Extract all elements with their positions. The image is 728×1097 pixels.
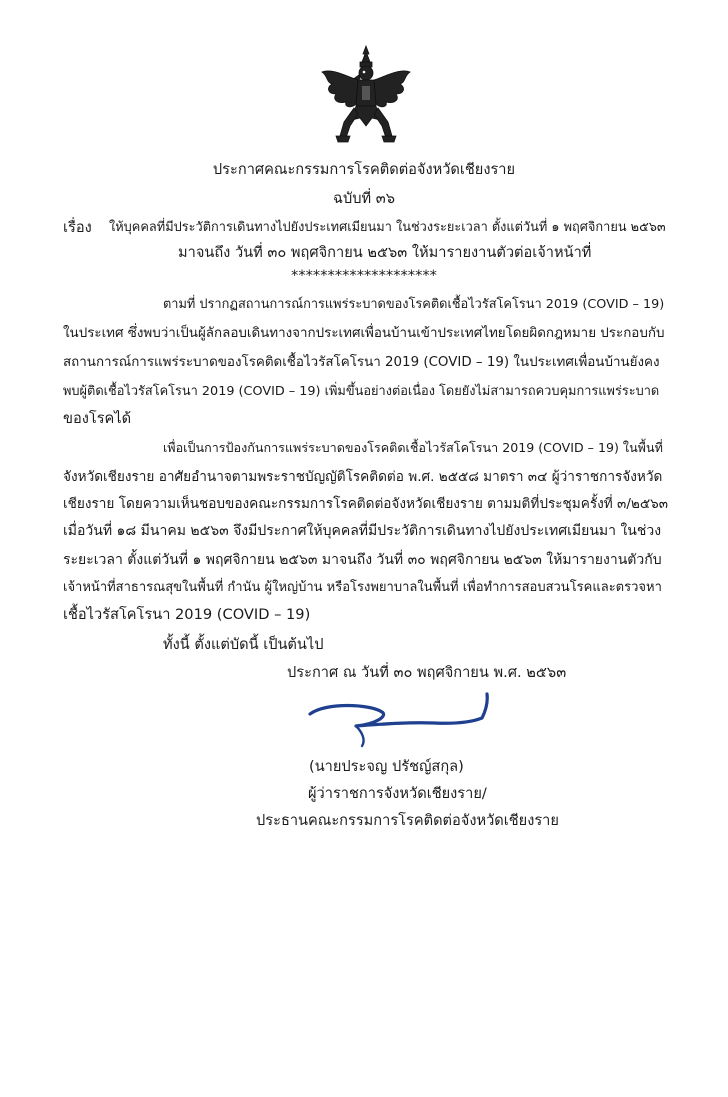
para2-line: ระยะเวลา ตั้งแต่วันที่ ๑ พฤศจิกายน ๒๕๖๓ มาจนถึง วันที่ ๓๐ พฤศจิกายน ๒๕๖๓ ให้มารายงานตัวกับ	[63, 552, 662, 568]
effective-date-text: ทั้งนี้ ตั้งแต่บัดนี้ เป็นต้นไป	[163, 636, 324, 653]
para2-line: เชื้อไวรัสโคโรนา 2019 (COVID – 19)	[63, 606, 311, 623]
signatory-name: (นายประจญ ปรัชญ์สกุล)	[309, 758, 464, 775]
para2-line: เจ้าหน้าที่สาธารณสุขในพื้นที่ กำนัน ผู้ใหญ่บ้าน หรือโรงพยาบาลในพื้นที่ เพื่อทำการสอบสวนโรคและตรวจหา	[63, 580, 662, 595]
para1-line: สถานการณ์การแพร่ระบาดของโรคติดเชื้อไวรัสโคโรนา 2019 (COVID – 19) ในประเทศเพื่อนบ้านยังคง	[63, 355, 660, 370]
document-title: ประกาศคณะกรรมการโรคติดต่อจังหวัดเชียงราย	[212, 161, 516, 178]
subject-line-2: มาจนถึง วันที่ ๓๐ พฤศจิกายน ๒๕๖๓ ให้มารายงานตัวต่อเจ้าหน้าที่	[178, 244, 592, 261]
para1-line: ของโรคได้	[63, 410, 132, 427]
para1-line: ตามที่ ปรากฏสถานการณ์การแพร่ระบาดของโรคติดเชื้อไวรัสโคโรนา 2019 (COVID – 19)	[163, 297, 665, 312]
subject-label: เรื่อง	[63, 219, 92, 236]
para1-line: พบผู้ติดเชื้อไวรัสโคโรนา 2019 (COVID – 19) เพิ่มขึ้นอย่างต่อเนื่อง โดยยังไม่สามารถควบคุมการแพร่ระบาด	[63, 384, 660, 399]
divider-stars: ********************	[291, 267, 437, 284]
garuda-emblem-icon	[318, 44, 414, 144]
subject-line-1: ให้บุคคลที่มีประวัติการเดินทางไปยังประเทศเมียนมา ในช่วงระยะเวลา ตั้งแต่วันที่ ๑ พฤศจิกายน ๒๕๖๓	[109, 220, 666, 235]
issue-number: ฉบับที่ ๓๖	[333, 190, 395, 207]
signatory-position: ประธานคณะกรรมการโรคติดต่อจังหวัดเชียงราย	[256, 812, 559, 829]
signature-icon	[296, 692, 492, 750]
para2-line: เพื่อเป็นการป้องกันการแพร่ระบาดของโรคติดเชื้อไวรัสโคโรนา 2019 (COVID – 19) ในพื้นที่	[163, 440, 663, 455]
signatory-position: ผู้ว่าราชการจังหวัดเชียงราย/	[308, 785, 487, 802]
para2-line: จังหวัดเชียงราย อาศัยอำนาจตามพระราชบัญญัติโรคติดต่อ พ.ศ. ๒๕๕๘ มาตรา ๓๔ ผู้ว่าราชการจังหวัด	[63, 469, 663, 485]
announcement-date: ประกาศ ณ วันที่ ๓๐ พฤศจิกายน พ.ศ. ๒๕๖๓	[287, 664, 567, 681]
para2-line: เมื่อวันที่ ๑๘ มีนาคม ๒๕๖๓ จึงมีประกาศให้บุคคลที่มีประวัติการเดินทางไปยังประเทศเมียนมา ในช่วง	[63, 523, 662, 539]
para1-line: ในประเทศ ซึ่งพบว่าเป็นผู้ลักลอบเดินทางจากประเทศเพื่อนบ้านเข้าประเทศไทยโดยผิดกฎหมาย ประกอบกับ	[63, 326, 665, 341]
para2-line: เชียงราย โดยความเห็นชอบของคณะกรรมการโรคติดต่อจังหวัดเชียงราย ตามมติที่ประชุมครั้งที่ ๓/๒๕๖๓	[63, 496, 669, 512]
